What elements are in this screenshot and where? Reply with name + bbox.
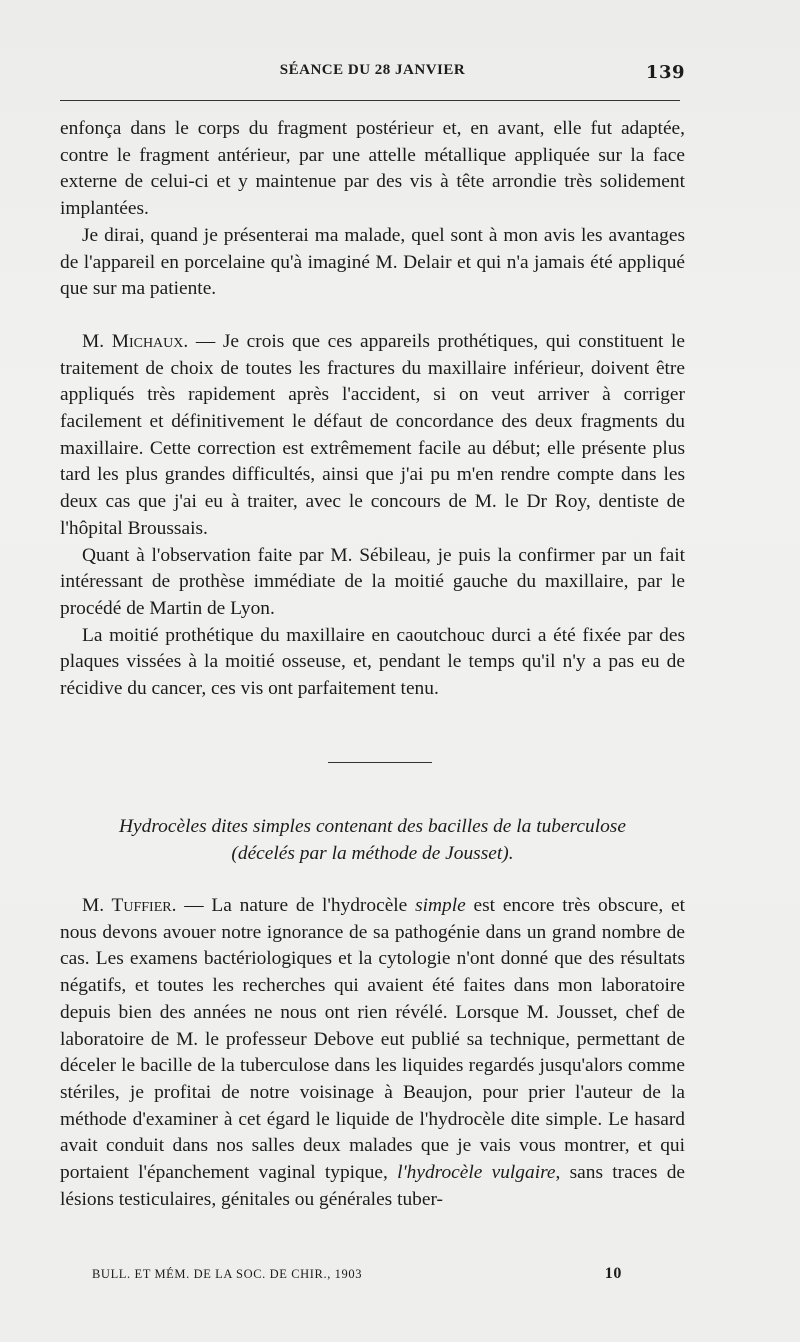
running-head-title: SÉANCE DU 28 JANVIER xyxy=(279,62,466,78)
section-divider xyxy=(328,762,432,763)
footer xyxy=(92,1267,622,1282)
paragraph-sebileau: Quant à l'observation faite par M. Sébileau, je puis la confirmer par un fait intéressant de prothèse immédiate de la moitié gauche du maxillaire, par le procédé de Martin de Lyon. xyxy=(60,544,685,619)
paragraph-tuffier xyxy=(60,893,685,1213)
section-2-body xyxy=(60,893,685,1213)
section-title xyxy=(60,813,685,867)
section-1-body xyxy=(60,116,685,703)
speaker-michaux: M. Michaux. xyxy=(82,330,189,352)
tuffier-text-b: est encore très obscure, et nous devons avouer notre ignorance de sa pathogénie dans un grand nombre de cas. Les examens bactériologiques et la cytologie n'ont donné que des résultats négatifs, et toutes les recherches qui avaient été faites dans mon laboratoire depuis bien des années ne nous ont rien révélé. Lorsque M. Jousset, chef de laboratoire de M. le professeur Debove eut publié sa technique, permettant de déceler le bacille de la tuberculose dans les liquides regardés jusqu'alors comme stériles, je profitai de notre voisinage à Beaujon, pour prier l'auteur de la méthode d'examiner à cet égard le liquide de l'hydrocèle dite simple. Le hasard avait conduit dans nos salles deux malades que je vais vous montrer, et qui portaient l'épanchement vaginal typique, xyxy=(60,895,685,1184)
speaker-tuffier: M. Tuffier. xyxy=(82,895,177,916)
header-rule xyxy=(60,100,680,101)
emphasis-simple: simple xyxy=(415,895,466,916)
tuffier-text-c: , sans traces de lésions testiculaires, génitales ou générales tuber- xyxy=(60,1162,685,1210)
page-number: 139 xyxy=(645,62,685,83)
paragraph-delair: Je dirai, quand je présenterai ma malade, quel sont à mon avis les avantages de l'appareil en porcelaine qu'à imaginé M. Delair et qui n'a jamais été appliqué que sur ma patiente. xyxy=(60,224,685,300)
paragraph-continued: enfonça dans le corps du fragment postérieur et, en avant, elle fut adaptée, contre le fragment antérieur, par une attelle métallique appliquée sur la face externe de celui-ci et y maintenue par des vis à tête arrondie très solidement implantées. xyxy=(60,118,685,220)
signature-mark: 10 xyxy=(604,1265,622,1282)
paragraph-prothese: La moitié prothétique du maxillaire en caoutchouc durci a été fixée par des plaques vissées à la moitié osseuse, et, pendant le temps qu'il n'y a pas eu de récidive du cancer, ces vis ont parfaitement tenu. xyxy=(60,624,685,700)
paragraph-michaux xyxy=(60,329,685,543)
paragraph-michaux-text: — Je crois que ces appareils prothétiques, qui constituent le traitement de choix de toutes les fractures du maxillaire inférieur, doivent être appliqués très rapidement après l'accident, si on veut arriver à corriger facilement et définitivement le défaut de concordance des deux fragments du maxillaire. Cette correction est extrêmement facile au début; elle présente plus tard les plus grandes difficultés, ainsi que j'ai pu m'en rendre compte dans les deux cas que j'ai eu à traiter, avec le concours de M. le Dr Roy, dentiste de l'hôpital Broussais. xyxy=(60,330,685,539)
footer-journal: BULL. ET MÉM. DE LA SOC. DE CHIR., 1903 xyxy=(92,1267,363,1281)
section-title-line-1: Hydrocèles dites simples contenant des bacilles de la tuberculose xyxy=(119,816,626,837)
tuffier-text-a: — La nature de l'hydrocèle xyxy=(176,895,416,916)
running-head xyxy=(60,62,685,86)
section-title-line-2: (décelés par la méthode de Jousset). xyxy=(231,843,514,864)
emphasis-hydrocele-vulgaire: l'hydrocèle vulgaire xyxy=(397,1162,556,1184)
